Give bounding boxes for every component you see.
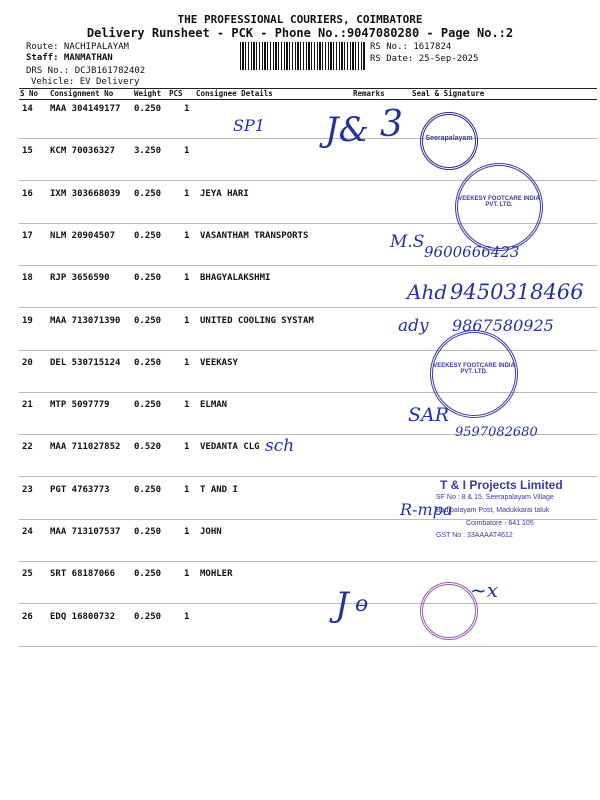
cell-consignment: NLM 20904507 xyxy=(50,230,116,241)
ti-address-2: Bodipalayam Post, Madukkarai taluk xyxy=(436,507,550,514)
cell-consignee: VEEKASY xyxy=(200,357,238,368)
cell-consignment: MAA 711027852 xyxy=(50,442,121,453)
signature-row19: ady xyxy=(398,316,429,336)
cell-pcs: 1 xyxy=(184,357,190,368)
cell-consignee: JOHN xyxy=(200,527,222,537)
cell-consignment: PGT 4763773 xyxy=(50,484,110,495)
cell-pcs: 1 xyxy=(184,146,190,157)
route-label: Route: NACHIPALAYAM xyxy=(26,42,129,52)
cell-sno: 25 xyxy=(22,569,33,580)
cell-consignee: VEDANTA CLG xyxy=(200,442,260,453)
rs-number: RS No.: 1617824 xyxy=(370,42,452,52)
handwriting-row21-phone: 9597082680 xyxy=(455,425,538,440)
handwriting-row19-phone: 9867580925 xyxy=(452,316,554,335)
col-pcs: PCS xyxy=(169,89,183,98)
cell-pcs: 1 xyxy=(184,230,190,241)
cell-pcs: 1 xyxy=(184,104,190,114)
header-bottom-rule xyxy=(19,99,597,100)
cell-weight: 0.250 xyxy=(134,357,162,368)
staff-label: Staff: MANMATHAN xyxy=(26,53,113,63)
veekesy-seal-1: VEEKESY FOOTCARE INDIA PVT. LTD. xyxy=(455,163,543,251)
signature-row18: Ahd xyxy=(407,280,448,304)
row-divider xyxy=(19,138,597,139)
row-divider xyxy=(19,561,597,562)
cell-consignee: ELMAN xyxy=(200,400,228,411)
row-divider xyxy=(19,646,597,647)
cell-consignment: DEL 530715124 xyxy=(50,357,121,368)
cell-weight: 0.250 xyxy=(134,188,162,199)
drs-label: DRS No.: DCJB161782402 xyxy=(26,66,146,76)
row-divider xyxy=(19,603,597,604)
barcode xyxy=(240,42,366,70)
cell-pcs: 1 xyxy=(184,315,190,326)
cell-sno: 16 xyxy=(22,188,33,199)
cell-sno: 15 xyxy=(22,146,33,157)
signature-row14c: 3 xyxy=(380,104,403,145)
signature-row26c: ~x xyxy=(470,578,499,602)
cell-weight: 0.250 xyxy=(134,315,162,326)
signature-row26b: ɵ xyxy=(355,592,369,617)
cell-weight: 0.250 xyxy=(134,104,162,114)
cell-consignment: MAA 713107537 xyxy=(50,527,121,537)
ti-address-1: SF No : 8 & 15, Seerapalayam Village xyxy=(436,494,554,501)
post-office-stamp: Seerapalayam xyxy=(420,112,478,170)
cell-weight: 3.250 xyxy=(134,146,162,157)
cell-consignee: T AND I xyxy=(200,484,238,495)
cell-pcs: 1 xyxy=(184,611,190,622)
cell-weight: 0.250 xyxy=(134,569,162,580)
cell-sno: 19 xyxy=(22,315,33,326)
purple-seal xyxy=(420,582,478,640)
ti-company-stamp: T & I Projects Limited xyxy=(440,478,563,492)
cell-consignee: MOHLER xyxy=(200,569,233,580)
col-sno: S No xyxy=(20,89,39,98)
handwriting-row17-phone: 9600666423 xyxy=(424,243,520,261)
cell-consignee: JEYA HARI xyxy=(200,188,249,199)
col-consignee: Consignee Details xyxy=(196,89,273,98)
col-seal: Seal & Signature xyxy=(412,89,485,98)
cell-consignment: MAA 713071390 xyxy=(50,315,121,326)
signature-row26: J xyxy=(335,585,349,625)
cell-pcs: 1 xyxy=(184,569,190,580)
cell-sno: 23 xyxy=(22,484,33,495)
signature-row24: R-mpa xyxy=(400,500,453,519)
cell-weight: 0.250 xyxy=(134,400,162,411)
cell-sno: 24 xyxy=(22,527,33,537)
handwriting-row18-phone: 9450318466 xyxy=(450,280,584,304)
handwriting-row22-mark: sch xyxy=(265,436,295,456)
cell-sno: 22 xyxy=(22,442,33,453)
cell-weight: 0.250 xyxy=(134,611,162,622)
signature-row14: SP1 xyxy=(233,116,265,135)
cell-weight: 0.250 xyxy=(134,230,162,241)
cell-weight: 0.250 xyxy=(134,273,162,284)
cell-consignment: MAA 304149177 xyxy=(50,104,121,114)
cell-consignment: SRT 68187066 xyxy=(50,569,116,580)
cell-sno: 26 xyxy=(22,611,33,622)
cell-sno: 20 xyxy=(22,357,33,368)
rs-date: RS Date: 25-Sep-2025 xyxy=(370,54,479,64)
cell-sno: 17 xyxy=(22,230,33,241)
cell-consignee: VASANTHAM TRANSPORTS xyxy=(200,230,309,241)
cell-consignment: MTP 5097779 xyxy=(50,400,110,411)
signature-row21: SAR xyxy=(408,404,450,426)
col-consignment: Consignment No xyxy=(50,89,114,98)
signature-row14b: J& xyxy=(325,110,369,150)
cell-weight: 0.250 xyxy=(134,527,162,537)
cell-consignment: EDQ 16800732 xyxy=(50,611,116,622)
cell-weight: 0.520 xyxy=(134,442,162,453)
cell-consignee: BHAGYALAKSHMI xyxy=(200,273,271,284)
runsheet-subtitle: Delivery Runsheet - PCK - Phone No.:9047080280 - Page No.:2 xyxy=(86,26,514,40)
cell-consignee: UNITED COOLING SYSTAM xyxy=(200,315,314,326)
cell-pcs: 1 xyxy=(184,273,190,284)
col-remarks: Remarks xyxy=(353,89,385,98)
cell-pcs: 1 xyxy=(184,442,190,453)
veekesy-seal-2: VEEKESY FOOTCARE INDIA PVT. LTD. xyxy=(430,330,518,418)
cell-pcs: 1 xyxy=(184,484,190,495)
cell-pcs: 1 xyxy=(184,527,190,537)
ti-city: Coimbatore - 641 105 xyxy=(466,520,534,527)
company-title: THE PROFESSIONAL COURIERS, COIMBATORE xyxy=(177,13,423,26)
ti-gst: GST No : 33AAAAT4612 xyxy=(436,532,513,539)
row-divider xyxy=(19,265,597,266)
cell-sno: 18 xyxy=(22,273,33,284)
cell-pcs: 1 xyxy=(184,188,190,199)
row-divider xyxy=(19,307,597,308)
vehicle-label: Vehicle: EV Delivery xyxy=(31,77,140,87)
cell-consignment: KCM 70036327 xyxy=(50,146,116,157)
cell-consignment: IXM 303668039 xyxy=(50,188,121,199)
cell-pcs: 1 xyxy=(184,400,190,411)
cell-consignment: RJP 3656590 xyxy=(50,273,110,284)
cell-sno: 14 xyxy=(22,104,33,114)
cell-sno: 21 xyxy=(22,400,33,411)
col-weight: Weight xyxy=(134,89,162,98)
handwriting-row17-name: M.S xyxy=(390,232,425,252)
cell-weight: 0.250 xyxy=(134,484,162,495)
